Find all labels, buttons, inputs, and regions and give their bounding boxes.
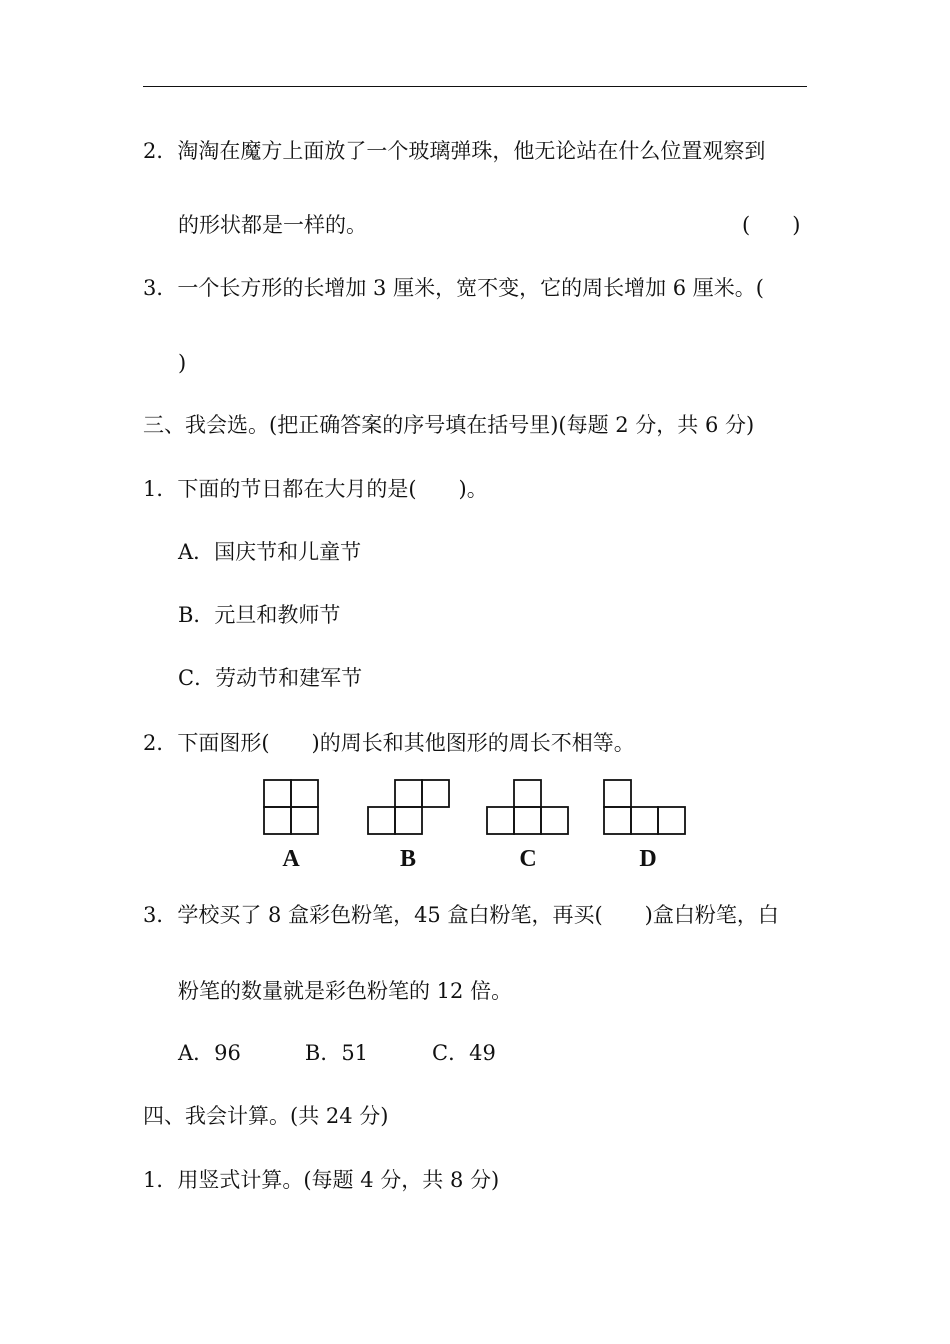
figure-a (264, 780, 318, 834)
choice-option-a[interactable]: A．国庆节和儿童节 (178, 540, 362, 564)
figure-label-d[interactable]: D (639, 846, 657, 870)
question-3-line-1: 3．一个长方形的长增加 3 厘米，宽不变，它的周长增加 6 厘米。( (143, 276, 764, 300)
shape-figures-svg (262, 778, 692, 870)
question-2-line-2: 的形状都是一样的。 (178, 213, 367, 237)
figure-label-c[interactable]: C (519, 846, 537, 870)
shape-figures (262, 778, 692, 870)
choice-question-1-stem: 1．下面的节日都在大月的是( )。 (143, 477, 488, 501)
choice-option-b[interactable]: B．51 (304, 1041, 369, 1065)
section-3-heading: 三、我会选。(把正确答案的序号填在括号里)(每题 2 分，共 6 分) (143, 413, 755, 437)
calc-question-1-stem: 1．用竖式计算。(每题 4 分，共 8 分) (143, 1168, 500, 1192)
question-3-line-2: ) (178, 351, 187, 375)
choice-question-3-options (178, 1039, 560, 1067)
figure-b (368, 780, 449, 834)
choice-question-3-line-2: 粉笔的数量就是彩色粉笔的 12 倍。 (178, 979, 513, 1003)
figure-d (604, 780, 685, 834)
choice-option-c[interactable]: C．劳动节和建军节 (178, 666, 363, 690)
question-2-line-1: 2．淘淘在魔方上面放了一个玻璃弹珠，他无论站在什么位置观察到 (143, 139, 766, 163)
header-rule (143, 86, 807, 87)
choice-option-c[interactable]: C．49 (432, 1041, 496, 1065)
answer-blank-q2[interactable]: ( ) (742, 213, 801, 237)
choice-option-b[interactable]: B．元旦和教师节 (178, 603, 341, 627)
figure-label-a[interactable]: A (282, 846, 300, 870)
choice-question-2-stem: 2．下面图形( )的周长和其他图形的周长不相等。 (143, 731, 635, 755)
choice-option-a[interactable]: A．96 (178, 1041, 241, 1065)
figure-c (487, 780, 568, 834)
choice-question-3-line-1: 3．学校买了 8 盒彩色粉笔，45 盒白粉笔，再买( )盒白粉笔，白 (143, 903, 779, 927)
section-4-heading: 四、我会计算。(共 24 分) (143, 1104, 389, 1128)
figure-label-b[interactable]: B (399, 846, 417, 870)
